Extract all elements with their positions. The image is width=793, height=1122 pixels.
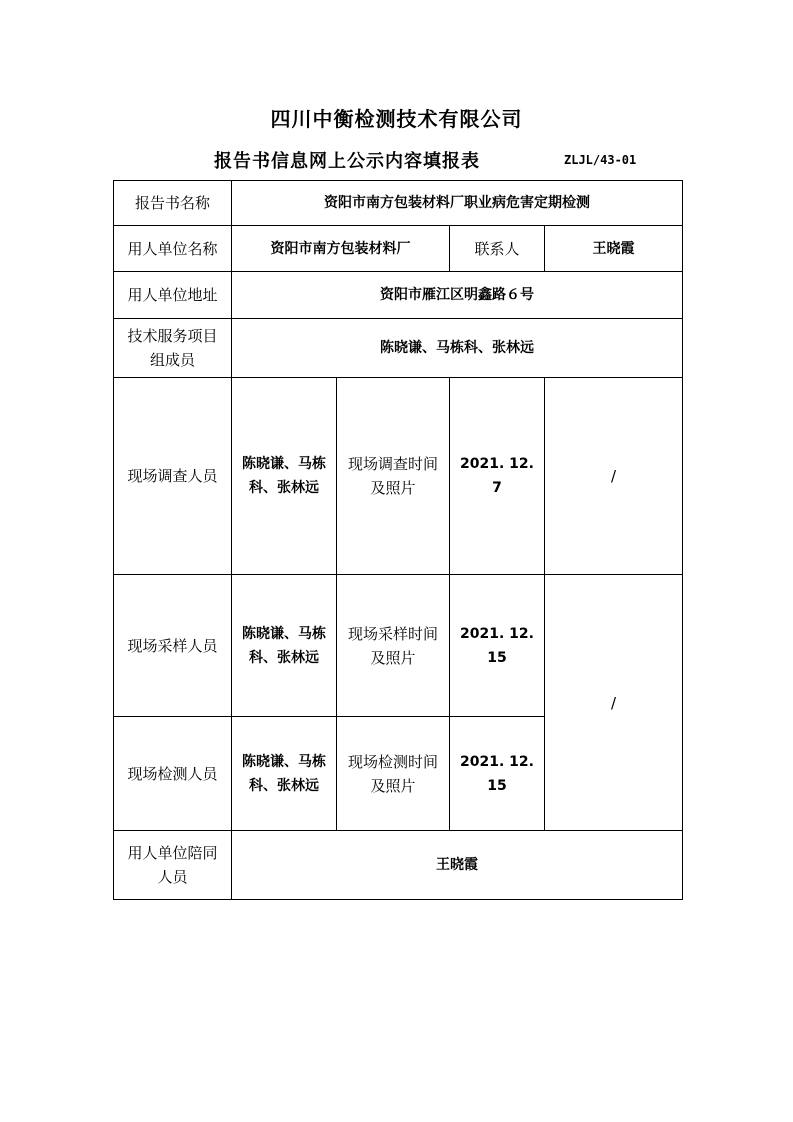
sampling-time-label-line1: 现场采样时间 — [347, 624, 438, 643]
row-report-name — [114, 181, 683, 226]
escort-label-line2: 人员 — [157, 868, 188, 886]
row-sampling — [114, 575, 683, 717]
employer-value: 资阳市南方包装材料厂 — [232, 226, 450, 272]
address-value: 资阳市雁江区明鑫路６号 — [232, 272, 683, 319]
survey-time-label-line2: 及照片 — [370, 479, 416, 497]
row-team — [114, 319, 683, 378]
report-name-label: 报告书名称 — [114, 181, 232, 226]
row-survey — [114, 378, 683, 575]
contact-label: 联系人 — [450, 226, 545, 272]
sampling-time-label — [337, 575, 450, 717]
survey-date: 2021. 12. 7 — [450, 378, 545, 575]
team-label — [114, 319, 232, 378]
team-label-line1: 技术服务项目 — [127, 327, 218, 345]
survey-photo: / — [545, 378, 683, 575]
report-name-value: 资阳市南方包装材料厂职业病危害定期检测 — [232, 181, 683, 226]
address-label: 用人单位地址 — [114, 272, 232, 319]
testing-people-line2: 科、张林远 — [249, 777, 319, 794]
survey-people-line2: 科、张林远 — [249, 480, 319, 496]
testing-time-label — [337, 717, 450, 831]
testing-label: 现场检测人员 — [114, 717, 232, 831]
escort-value: 王晓霞 — [232, 831, 683, 900]
survey-label: 现场调查人员 — [114, 378, 232, 575]
sampling-people-line2: 科、张林远 — [249, 649, 319, 666]
testing-time-label-line1: 现场检测时间 — [347, 752, 438, 771]
testing-people — [232, 717, 337, 831]
survey-people — [232, 378, 337, 575]
escort-label-line1: 用人单位陪同 — [127, 844, 218, 862]
team-value: 陈晓谦、马栋科、张林远 — [232, 319, 683, 378]
info-table — [113, 180, 683, 900]
testing-time-label-line2: 及照片 — [370, 776, 416, 795]
survey-time-label-line1: 现场调查时间 — [347, 455, 438, 473]
testing-date: 2021. 12. 15 — [450, 717, 545, 831]
escort-label — [114, 831, 232, 900]
testing-people-line1: 陈晓谦、马栋 — [242, 753, 326, 770]
form-code: ZLJL/43-01 — [564, 153, 637, 167]
sampling-people-line1: 陈晓谦、马栋 — [242, 625, 326, 642]
row-escort — [114, 831, 683, 900]
sampling-time-label-line2: 及照片 — [370, 648, 416, 667]
form-title: 报告书信息网上公示内容填报表 — [214, 151, 480, 172]
sampling-label: 现场采样人员 — [114, 575, 232, 717]
sampling-testing-photo: / — [545, 575, 683, 831]
row-address — [114, 272, 683, 319]
company-name: 四川中衡检测技术有限公司 — [270, 107, 523, 131]
employer-label: 用人单位名称 — [114, 226, 232, 272]
sampling-people — [232, 575, 337, 717]
survey-time-label — [337, 378, 450, 575]
row-employer — [114, 226, 683, 272]
sampling-date: 2021. 12. 15 — [450, 575, 545, 717]
survey-people-line1: 陈晓谦、马栋 — [242, 456, 326, 472]
team-label-line2: 组成员 — [149, 351, 195, 369]
contact-value: 王晓霞 — [545, 226, 683, 272]
